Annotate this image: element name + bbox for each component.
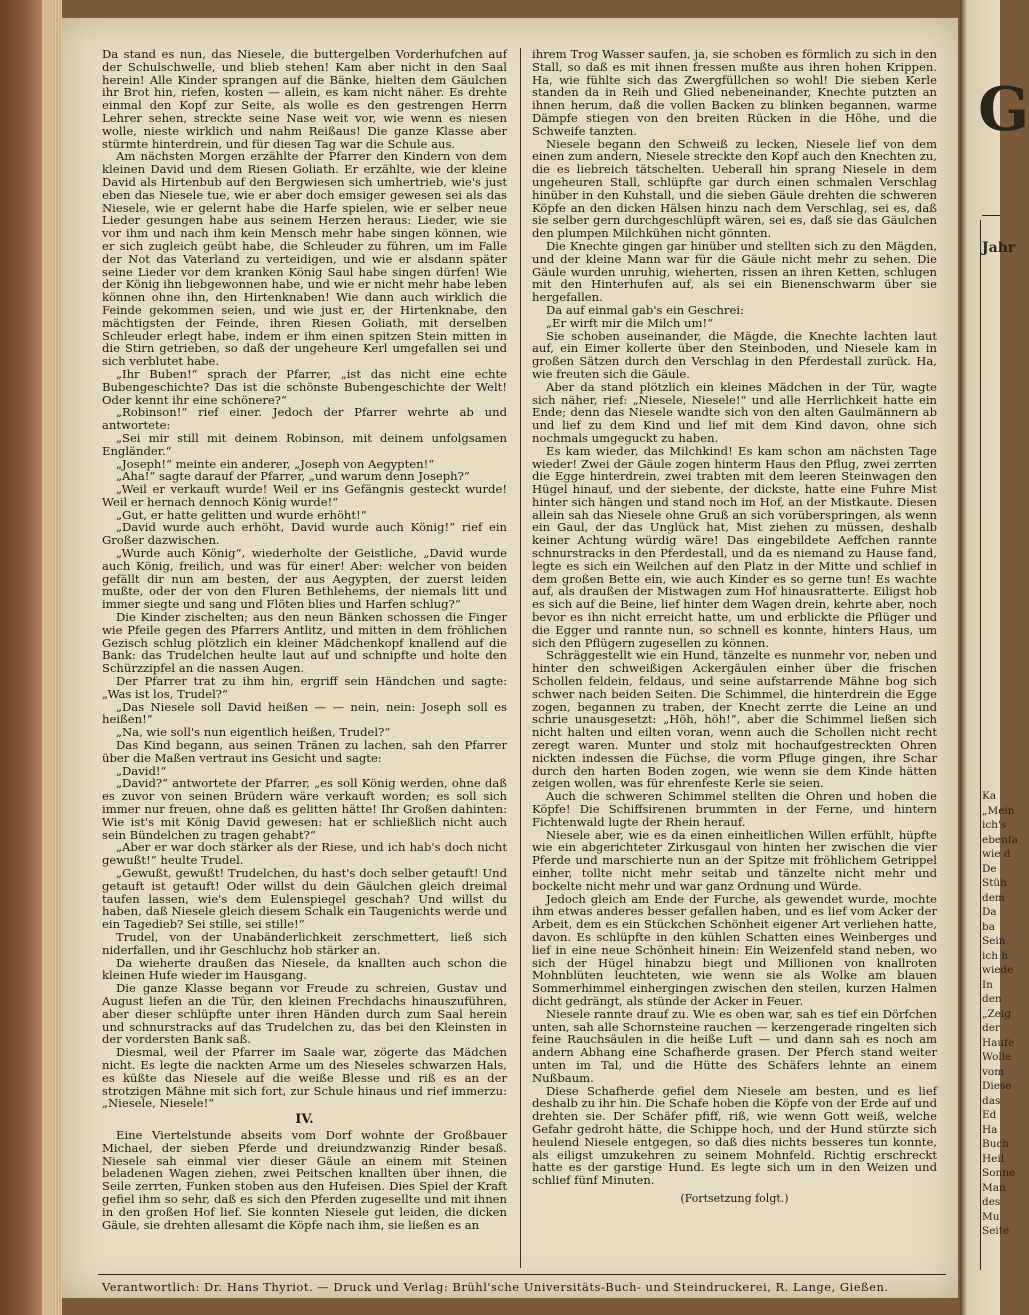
paragraph: „Sei mir still mit deinem Robinson, mit deinem unfolgsamen Engländer.“ [102, 430, 507, 458]
paragraph: „Joseph!“ meinte ein anderer, „Joseph von Aegypten!“ [116, 456, 435, 471]
adjacent-text-fragment: Mu [982, 1210, 1000, 1223]
adjacent-page-heading: Jahr [982, 240, 1016, 256]
page-edges [42, 0, 62, 1315]
paragraph: „Na, wie soll's nun eigentlich heißen, Trudel?“ [116, 725, 391, 740]
adjacent-text-fragment: Sein [982, 935, 1006, 947]
left-column [102, 48, 507, 1231]
adjacent-text-fragment: Ed [982, 1109, 997, 1121]
adjacent-text-fragment: ich's [982, 819, 1007, 831]
paragraph: Es kam wieder, das Milchkind! Es kam schon am nächsten Tage wieder! Zwei der Gäule zogen hinterm Haus den Pflug, zwei zerrten die Egge hinterdrein, zwei trabten mit dem leeren Steinwagen den Hügel hinauf, und der siebente, der dickste, hatte eine Fuhre Mist hinter sich hängen und stand noch im Hof, an der Mistkaute. Diesen allein sah das Niesele ohne Gruß an sich vorüberspringen, als wenn ein Gaul, der das Unglück hat, Mist ziehen zu müssen, deshalb keiner Achtung würdig wäre! Das eingebildete Aeffchen rannte schnurstracks in den Pferdestall, und da es niemand zu Hause fand, legte es sich ein Weilchen auf den Platz in der Mitte und schlief in dem großen Bette ein, wie auch Kinder es so gerne tun! Es wachte auf, als draußen der Mistwagen zum Hof hinausratterte. Eiligst hob es sich auf die Beine, lief hinter dem Wagen drein, kehrte aber, noch bevor es ihn nicht erreicht hatte, um und erblickte die Pflüger und die Egger und rannte nun, so schnell es konnte, hinters Haus, um sich den Pflügern zugesellen zu können. [532, 443, 937, 650]
adjacent-text-fragment: „Zeig [982, 1007, 1012, 1020]
adjacent-text-fragment: Heil [982, 1152, 1005, 1165]
paragraph: „Aber er war doch stärker als der Riese, und ich hab's doch nicht gewußt!“ heulte Trudel. [102, 840, 507, 868]
paragraph: Da auf einmal gab's ein Geschrei: [546, 302, 744, 317]
adjacent-text-fragment: den [982, 993, 1002, 1005]
adjacent-text-fragment: De [982, 862, 997, 875]
adjacent-text-fragment: Da [982, 906, 997, 918]
adjacent-page [960, 0, 1029, 1315]
paragraph: „Er wirft mir die Milch um!“ [546, 315, 714, 330]
paragraph: Da stand es nun, das Niesele, die buttergelben Vorderhufchen auf der Schulschwelle, und blieb stehen! Kam aber nicht in den Saal herein! Alle Kinder sprangen auf die Bänke, hielten dem Gäulchen ihr Brot hin, riefen, kosten — allein, es kam nicht näher. Es drehte einmal den Kopf zur Seite, als wolle es den gestrengen Herrn Lehrer sehen, streckte seine Nase weit vor, wie wenn es niesen wolle, nieste wirklich und nahm Reißaus! Die ganze Klasse aber stürmte hinterdrein, und für diesen Tag war die Schule aus. [102, 47, 507, 151]
adjacent-text-fragment: Ka [982, 790, 997, 802]
paragraph: Das Kind begann, aus seinen Tränen zu lachen, sah den Pfarrer über die Maßen vertraut ins Gesicht und sagte: [102, 738, 507, 765]
paragraph: Die Kinder zischelten; aus den neun Bänken schossen die Finger wie Pfeile gegen des Pfarrers Antlitz, und mitten in dem fröhlichen Gezisch schlug plötzlich ein kleiner Mädchenkopf knallend auf die Bank: das Trudelchen heulte laut auf und schnipfte und holte den Schürzzipfel an die nassen Augen. [102, 610, 507, 676]
paragraph: Da wieherte draußen das Niesele, da knallten auch schon die kleinen Hufe wieder im Hausgang. [102, 955, 507, 983]
adjacent-text-fragment: Sonne [982, 1167, 1016, 1179]
paragraph: „Robinson!“ rief einer. Jedoch der Pfarrer wehrte ab und antwortete: [102, 405, 507, 433]
paragraph: Niesele begann den Schweiß zu lecken, Niesele lief von dem einen zum andern, Niesele streckte den Kopf auch den Knechten zu, die es liebreich tätschelten. Ueberall hin sprang Niesele in dem ungeheuren Stall, schlüpfte gar durch einen schmalen Verschlag hinüber in den Kuhstall, und die sieben Gäule drehten die schweren Köpfe an den dicken Hälsen hinzu nach dem Verschlag, sei es, daß sie selber gern durchgeschlüpft wären, sei es, daß sie das Gäulchen den plumpen Milchkühen nicht gönnten. [532, 136, 937, 241]
adjacent-page-initial: G [978, 75, 1029, 145]
adjacent-text-fragment: ich h [982, 949, 1009, 962]
paragraph: Auch die schweren Schimmel stellten die Ohren und hoben die Köpfe! Die Schiffsirenen brummten in der Ferne, und hintern Fichtenwald lugte der Rhein herauf. [532, 789, 937, 829]
adjacent-text-fragment: des [982, 1196, 1001, 1208]
adjacent-text-fragment: „Mein [982, 804, 1015, 817]
adjacent-column-rule [980, 220, 981, 1270]
adjacent-text-fragment: Man [982, 1181, 1006, 1194]
adjacent-text-fragment: der [982, 1022, 1000, 1034]
imprint-footer: Verantwortlich: Dr. Hans Thyriot. — Druck und Verlag: Brühl'sche Universitäts-Buch- und Steindruckerei, R. Lange, Gießen. [102, 1280, 889, 1294]
paragraph: Niesele rannte drauf zu. Wie es oben war, sah es tief ein Dörfchen unten, sah alle Schornsteine rauchen — kerzengerade ringelten sich feine Rauchsäulen in die heiße Luft — und dann sah es noch am andern Abhang eine Schafherde grasen. Der Pferch stand weiter unten im Tal, und die Hütte des Schäfers lehnte an einem Nußbaum. [532, 1006, 937, 1085]
column-divider [520, 48, 521, 1268]
paragraph: Der Pfarrer trat zu ihm hin, ergriff sein Händchen und sagte: „Was ist los, Trudel?“ [102, 674, 507, 701]
adjacent-text-fragment: wie d [982, 848, 1011, 860]
paragraph: Sie schoben auseinander, die Mägde, die Knechte lachten laut auf, ein Eimer kollerte über den Steinboden, und Niesele kam in großen Sätzen durch den Verschlag in den Pferdestall zurück. Ha, wie freuten sich die Gäule. [532, 328, 937, 381]
paragraph: „Gewußt, gewußt! Trudelchen, du hast's doch selber getauft! Und getauft ist getauft! Oder willst du dein Gäulchen gleich dreimal taufen lassen, wie's dem Eulenspiegel geschah? Und willst du haben, daß Niesele gleich diesem Schalk ein Taugenichts werde und ein Tagedieb? Sei stille, sei stille!“ [102, 866, 507, 932]
adjacent-text-fragment: Wolle [982, 1051, 1012, 1063]
adjacent-text-fragment: Stüh [982, 877, 1007, 889]
adjacent-text-fragment: ebenfa [982, 833, 1019, 846]
paragraph: Am nächsten Morgen erzählte der Pfarrer den Kindern von dem kleinen David und dem Riesen Goliath. Er erzählte, wie der kleine David als Hirtenbub auf den Bergwiesen sich umhertrieb, wie's just eben das Niesele tue, wie er aber doch emsiger gewesen sei als das Niesele, wie er gelernt habe die Harfe spielen, wie er selber neue Lieder gesungen habe aus seinem Herzen heraus: Lieder, wie sie vor ihm und nach ihm kein Mensch mehr habe singen können, wie er sich zugleich geübt habe, die Schleuder zu führen, um im Falle der Not das Vaterland zu verteidigen, und wie er alsdann später seine Lieder vor dem kranken König Saul habe singen dürfen! Wie der König ihn liebgewonnen habe, und wie er nicht mehr habe leben können ohne ihn, den Hirtenknaben! Wie dann auch wirklich die Feinde gekommen seien, und wie just er, der Hirtenknabe, den mächtigsten der Feinde, ihren Riesen Goliath, mit derselben Schleuder erlegt habe, indem er ihm einen spitzen Stein mitten in die Stirn getrieben, so daß der ungeheure Kerl umgefallen sei und sich verblutet habe. [102, 149, 507, 369]
adjacent-text-fragment: Ha [982, 1123, 998, 1136]
paragraph: Die ganze Klasse begann vor Freude zu schreien, Gustav und August liefen an die Tür, den kleinen Frechdachs hinauszuführen, aber dieser schlüpfte unter ihren Händen durch zum Saal herein und schnurstracks auf das Trudelchen zu, das bei den Kleinsten in der vordersten Bank saß. [102, 981, 507, 1047]
paragraph: Die Knechte gingen gar hinüber und stellten sich zu den Mägden, und der kleine Mann war für die Gäule nicht mehr zu sehen. Die Gäule wurden unruhig, wieherten, rissen an ihren Ketten, schlugen mit den Hinterhufen auf, als sei ein Bienenschwarm über sie hergefallen. [532, 238, 937, 305]
paragraph: „Weil er verkauft wurde! Weil er ins Gefängnis gesteckt wurde! Weil er hernach dennoch König wurde!“ [102, 482, 507, 509]
adjacent-text-fragment: das [982, 1094, 1001, 1107]
paragraph: „Das Niesele soll David heißen — — nein, nein: Joseph soll es heißen!“ [102, 699, 507, 727]
adjacent-rule [982, 215, 1000, 216]
footer-rule [98, 1274, 946, 1275]
adjacent-text-fragment: Seite [982, 1225, 1010, 1237]
paragraph: „David?“ antwortete der Pfarrer, „es soll König werden, ohne daß es zuvor von seinen Brüdern wäre verkauft worden; es soll sich immer nur freuen, ohne daß es gelitten hätte! Ihr Großen dahinten: Wie ist's mit König David gewesen: hat er schließlich nicht auch sein Bündelchen zu tragen gehabt?“ [102, 776, 507, 842]
right-column [532, 48, 937, 1206]
newspaper-page [62, 18, 958, 1298]
paragraph: „David wurde auch erhöht, David wurde auch König!“ rief ein Großer dazwischen. [102, 520, 507, 548]
paragraph: Niesele aber, wie es da einen einheitlichen Willen erfühlt, hüpfte wie ein abgerichteter Zirkusgaul von hinten her zwischen die vier Pferde und marschierte nun an der Spitze mit fröhlichem Getrippel einher, tollte nicht mehr seitab und tänzelte nicht mehr und bockelte nicht mehr und war ganz Ordnung und Würde. [532, 827, 937, 893]
paragraph: „Aha!“ sagte darauf der Pfarrer, „und warum denn Joseph?“ [116, 469, 470, 484]
paragraph: Eine Viertelstunde abseits vom Dorf wohnte der Großbauer Michael, der sieben Pferde und dreiundzwanzig Rinder besaß. Niesele sah einmal vier dieser Gäule an einem mit Steinen beladenen Wagen ziehen, zwei Peitschen knallten über ihnen, die Seile zerrten, Funken stoben aus den Hufeisen. Dies Spiel der Kraft gefiel ihm so sehr, daß es sich den Pferden zugesellte und mit ihnen in den großen Hof lief. Sie konnten Niesele gut leiden, die dicken Gäule, sie drehten allesamt die Köpfe nach ihm, sie ließen es an [102, 1127, 507, 1232]
paragraph: Diese Schafherde gefiel dem Niesele am besten, und es lief deshalb zu ihr hin. Die Schafe hoben die Köpfe von der Erde auf und drehten sie. Der Schäfer pfiff, riß, wie wenn Gott weiß, welche Gefahr gedroht hätte, die Schippe hoch, und der Hund stürzte sich heulend Niesele entgegen, so daß dies nichts besseres tun konnte, als eiligst umzukehren zu seinem Mohnfeld. Richtig erschreckt hatte es der garstige Hund. Es legte sich um in den Weizen und schlief fünf Minuten. [532, 1083, 937, 1188]
paragraph: „Wurde auch König“, wiederholte der Geistliche, „David wurde auch König, freilich, und was für einer! Aber: welcher von beiden gefällt dir nun am besten, der aus Aegypten, der zuerst leiden mußte, oder der von den Fluren Bethlehems, der niemals litt und immer siegte und sang und Flöten blies und Harfen schlug?“ [102, 546, 507, 612]
adjacent-text-fragment: Buch [982, 1138, 1010, 1150]
paragraph: „David!“ [116, 763, 167, 778]
paragraph: Aber da stand plötzlich ein kleines Mädchen in der Tür, wagte sich näher, rief: „Niesele, Niesele!“ und alle Herrlichkeit hatte ein Ende; denn das Niesele wandte sich von den alten Gaulmännern ab und lief zu dem Kind und lief mit dem Kind davon, ohne sich nochmals umgeguckt zu haben. [532, 379, 937, 445]
paragraph: „Ihr Buben!“ sprach der Pfarrer, „ist das nicht eine echte Bubengeschichte? Das ist die schönste Bubengeschichte der Welt! Oder kennt ihr eine schönere?“ [102, 366, 507, 407]
section-heading: IV. [295, 1112, 314, 1128]
adjacent-text-fragment: wiede [982, 964, 1014, 976]
paragraph: Trudel, von der Unabänderlichkeit zerschmettert, ließ sich niderfallen, und ihr Geschluchz hob stärker an. [102, 929, 507, 957]
paragraph: Jedoch gleich am Ende der Furche, als gewendet wurde, mochte ihm etwas anderes besser gefallen haben, und es lief vom Acker der Arbeit, dem es ein Stückchen Schönheit eigener Art verliehen hatte, davon. Es schlüpfte in den kühlen Schatten eines Weinberges und lief in eine neue Schönheit hinein: Ein Weizenfeld stand neben, wo sich der Hügel hinabzu biegt und Millionen von knallroten Mohnblüten leuchteten, wie wenn sie als Wolke am blauen Sommerhimmel einhergingen zwischen den steilen, kurzen Halmen dicht gedrängt, als stünde der Acker in Feuer. [532, 891, 937, 1008]
paragraph: „Gut, er hatte gelitten und wurde erhöht!“ [116, 507, 367, 522]
paragraph: ihrem Trog Wasser saufen, ja, sie schoben es förmlich zu sich in den Stall, so daß es mit ihnen fressen mußte aus ihren hohen Krippen. Ha, wie fühlte sich das Zwergfüllchen so wohl! Die sieben Kerle standen da in Reih und Glied nebeneinander, Knechte putzten an ihnen herum, daß die vollen Backen zu blinken begannen, warme Dämpfe stiegen von den breiten Rücken in die Höhe, und die Schweife tanzten. [532, 47, 937, 138]
adjacent-text-fragment: Diese [982, 1080, 1012, 1092]
paragraph: Diesmal, weil der Pfarrer im Saale war, zögerte das Mädchen nicht. Es legte die nackten Arme um des Nieseles schwarzen Hals, es küßte das Niesele auf die weiße Blesse und riß es an der strotzigen Mähne mit sich fort, zur Schule hinaus und rief immerzu: „Niesele, Niesele!“ [102, 1045, 507, 1111]
adjacent-text-fragment: Haufe [982, 1036, 1015, 1049]
adjacent-text-fragment: In [982, 978, 993, 991]
continued-note: (Fortsetzung folgt.) [680, 1191, 789, 1205]
adjacent-text-fragment: ba [982, 920, 995, 933]
paragraph: Schräggestellt wie ein Hund, tänzelte es nunmehr vor, neben und hinter den schweißigen Ackergäulen einher über die frischen Schollen feldein, feldaus, und seine aufstarrende Mähne bog sich schwer nach beiden Seiten. Die Schimmel, die hinterdrein die Egge zogen, begannen zu traben, der Knecht zerrte die Leine an und schrie unausgesetzt: „Höh, höh!“, aber die Schimmel ließen sich nicht halten und eilten voran, wenn auch die Schollen nicht recht zeregt waren. Munter und stolz mit hochaufgestreckten Ohren nickten indessen die Füchse, die vorm Pfluge gingen, ihre Schar durch den harten Boden zogen, wie wenn sie dem Kinde hätten zeigen wollen, was für ehrenfeste Kerle sie seien. [532, 648, 937, 791]
adjacent-text-fragment: vom [982, 1065, 1005, 1078]
adjacent-text-fragment: dem [982, 891, 1005, 904]
